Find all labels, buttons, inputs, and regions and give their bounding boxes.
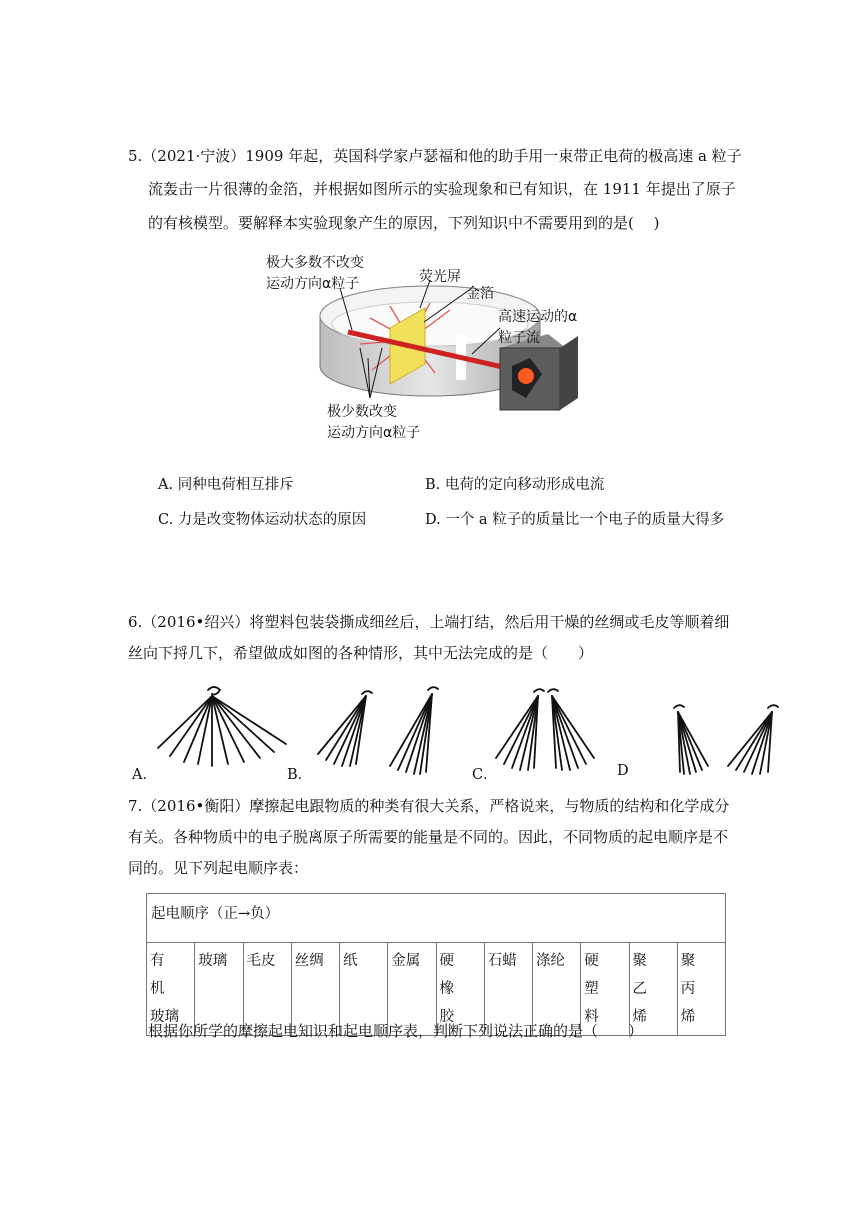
table-cell: 纸 — [340, 943, 388, 1036]
q6-option-a-label: A． — [132, 767, 157, 783]
table-cell: 聚 丙 烯 — [677, 943, 725, 1036]
q6-line-2: 丝向下捋几下，希望做成如图的各种情形，其中无法完成的是（ ） — [128, 644, 594, 662]
q6-option-b-label: B． — [287, 767, 313, 783]
q5-option-c: C. 力是改变物体运动状态的原因 — [158, 512, 367, 528]
table-cell: 涤纶 — [533, 943, 581, 1036]
label-gold-foil: 金箔 — [466, 286, 494, 302]
label-few-particles-2: 运动方向α粒子 — [327, 425, 421, 441]
label-most-particles-2: 运动方向α粒子 — [266, 276, 360, 292]
table-cell: 硬 塑 料 — [581, 943, 629, 1036]
table-cell: 有 机 玻璃 — [147, 943, 195, 1036]
q5-option-d: D. 一个 a 粒子的质量比一个电子的质量大得多 — [425, 512, 725, 528]
q5-option-b: B. 电荷的定向移动形成电流 — [425, 477, 605, 493]
label-few-particles: 极少数改变 — [327, 404, 397, 420]
triboelectric-series-table — [146, 893, 726, 1036]
table-cell: 聚 乙 烯 — [629, 943, 677, 1036]
label-alpha-beam: 高速运动的α — [498, 309, 578, 325]
table-cell: 毛皮 — [243, 943, 291, 1036]
label-most-particles: 极大多数不改变 — [266, 255, 364, 271]
table-cell: 丝绸 — [291, 943, 339, 1036]
q6-line-1: 6.（2016•绍兴）将塑料包装袋撕成细丝后，上端打结，然后用干燥的丝绸或毛皮等顺着细 — [128, 613, 730, 631]
table-cell: 石蜡 — [484, 943, 532, 1036]
q7-line-1: 7.（2016•衡阳）摩擦起电跟物质的种类有很大关系，严格说来，与物质的结构和化学成分 — [128, 797, 730, 815]
q5-line-2: 流轰击一片很薄的金箔，并根据如图所示的实验现象和已有知识，在 1911 年提出了原子 — [148, 180, 736, 198]
q5-line-1: 5.（2021·宁波）1909 年起，英国科学家卢瑟福和他的助手用一束带正电荷的极高速 a 粒子 — [128, 147, 742, 165]
q7-line-2: 有关。各种物质中的电子脱离原子所需要的能量是不同的。因此，不同物质的起电顺序是不 — [128, 828, 729, 846]
label-fluorescent-screen: 荧光屏 — [419, 269, 461, 285]
label-alpha-beam-2: 粒子流 — [498, 330, 540, 346]
table-cell: 玻璃 — [195, 943, 243, 1036]
q5-line-3: 的有核模型。要解释本实验现象产生的原因，下列知识中不需要用到的是( ) — [148, 214, 660, 232]
q5-option-a: A. 同种电荷相互排斥 — [158, 477, 294, 493]
table-cell: 金属 — [388, 943, 436, 1036]
q6-option-c-label: C． — [472, 767, 498, 783]
q6-option-d-label: D — [617, 763, 629, 779]
q7-line-3: 同的。见下列起电顺序表： — [128, 859, 309, 877]
table-cell: 硬 橡 胶 — [436, 943, 484, 1036]
q7-question: 根据你所学的摩擦起电知识和起电顺序表，判断下列说法正确的是（ ） — [148, 1022, 644, 1040]
table-header: 起电顺序（正→负） — [147, 894, 726, 943]
